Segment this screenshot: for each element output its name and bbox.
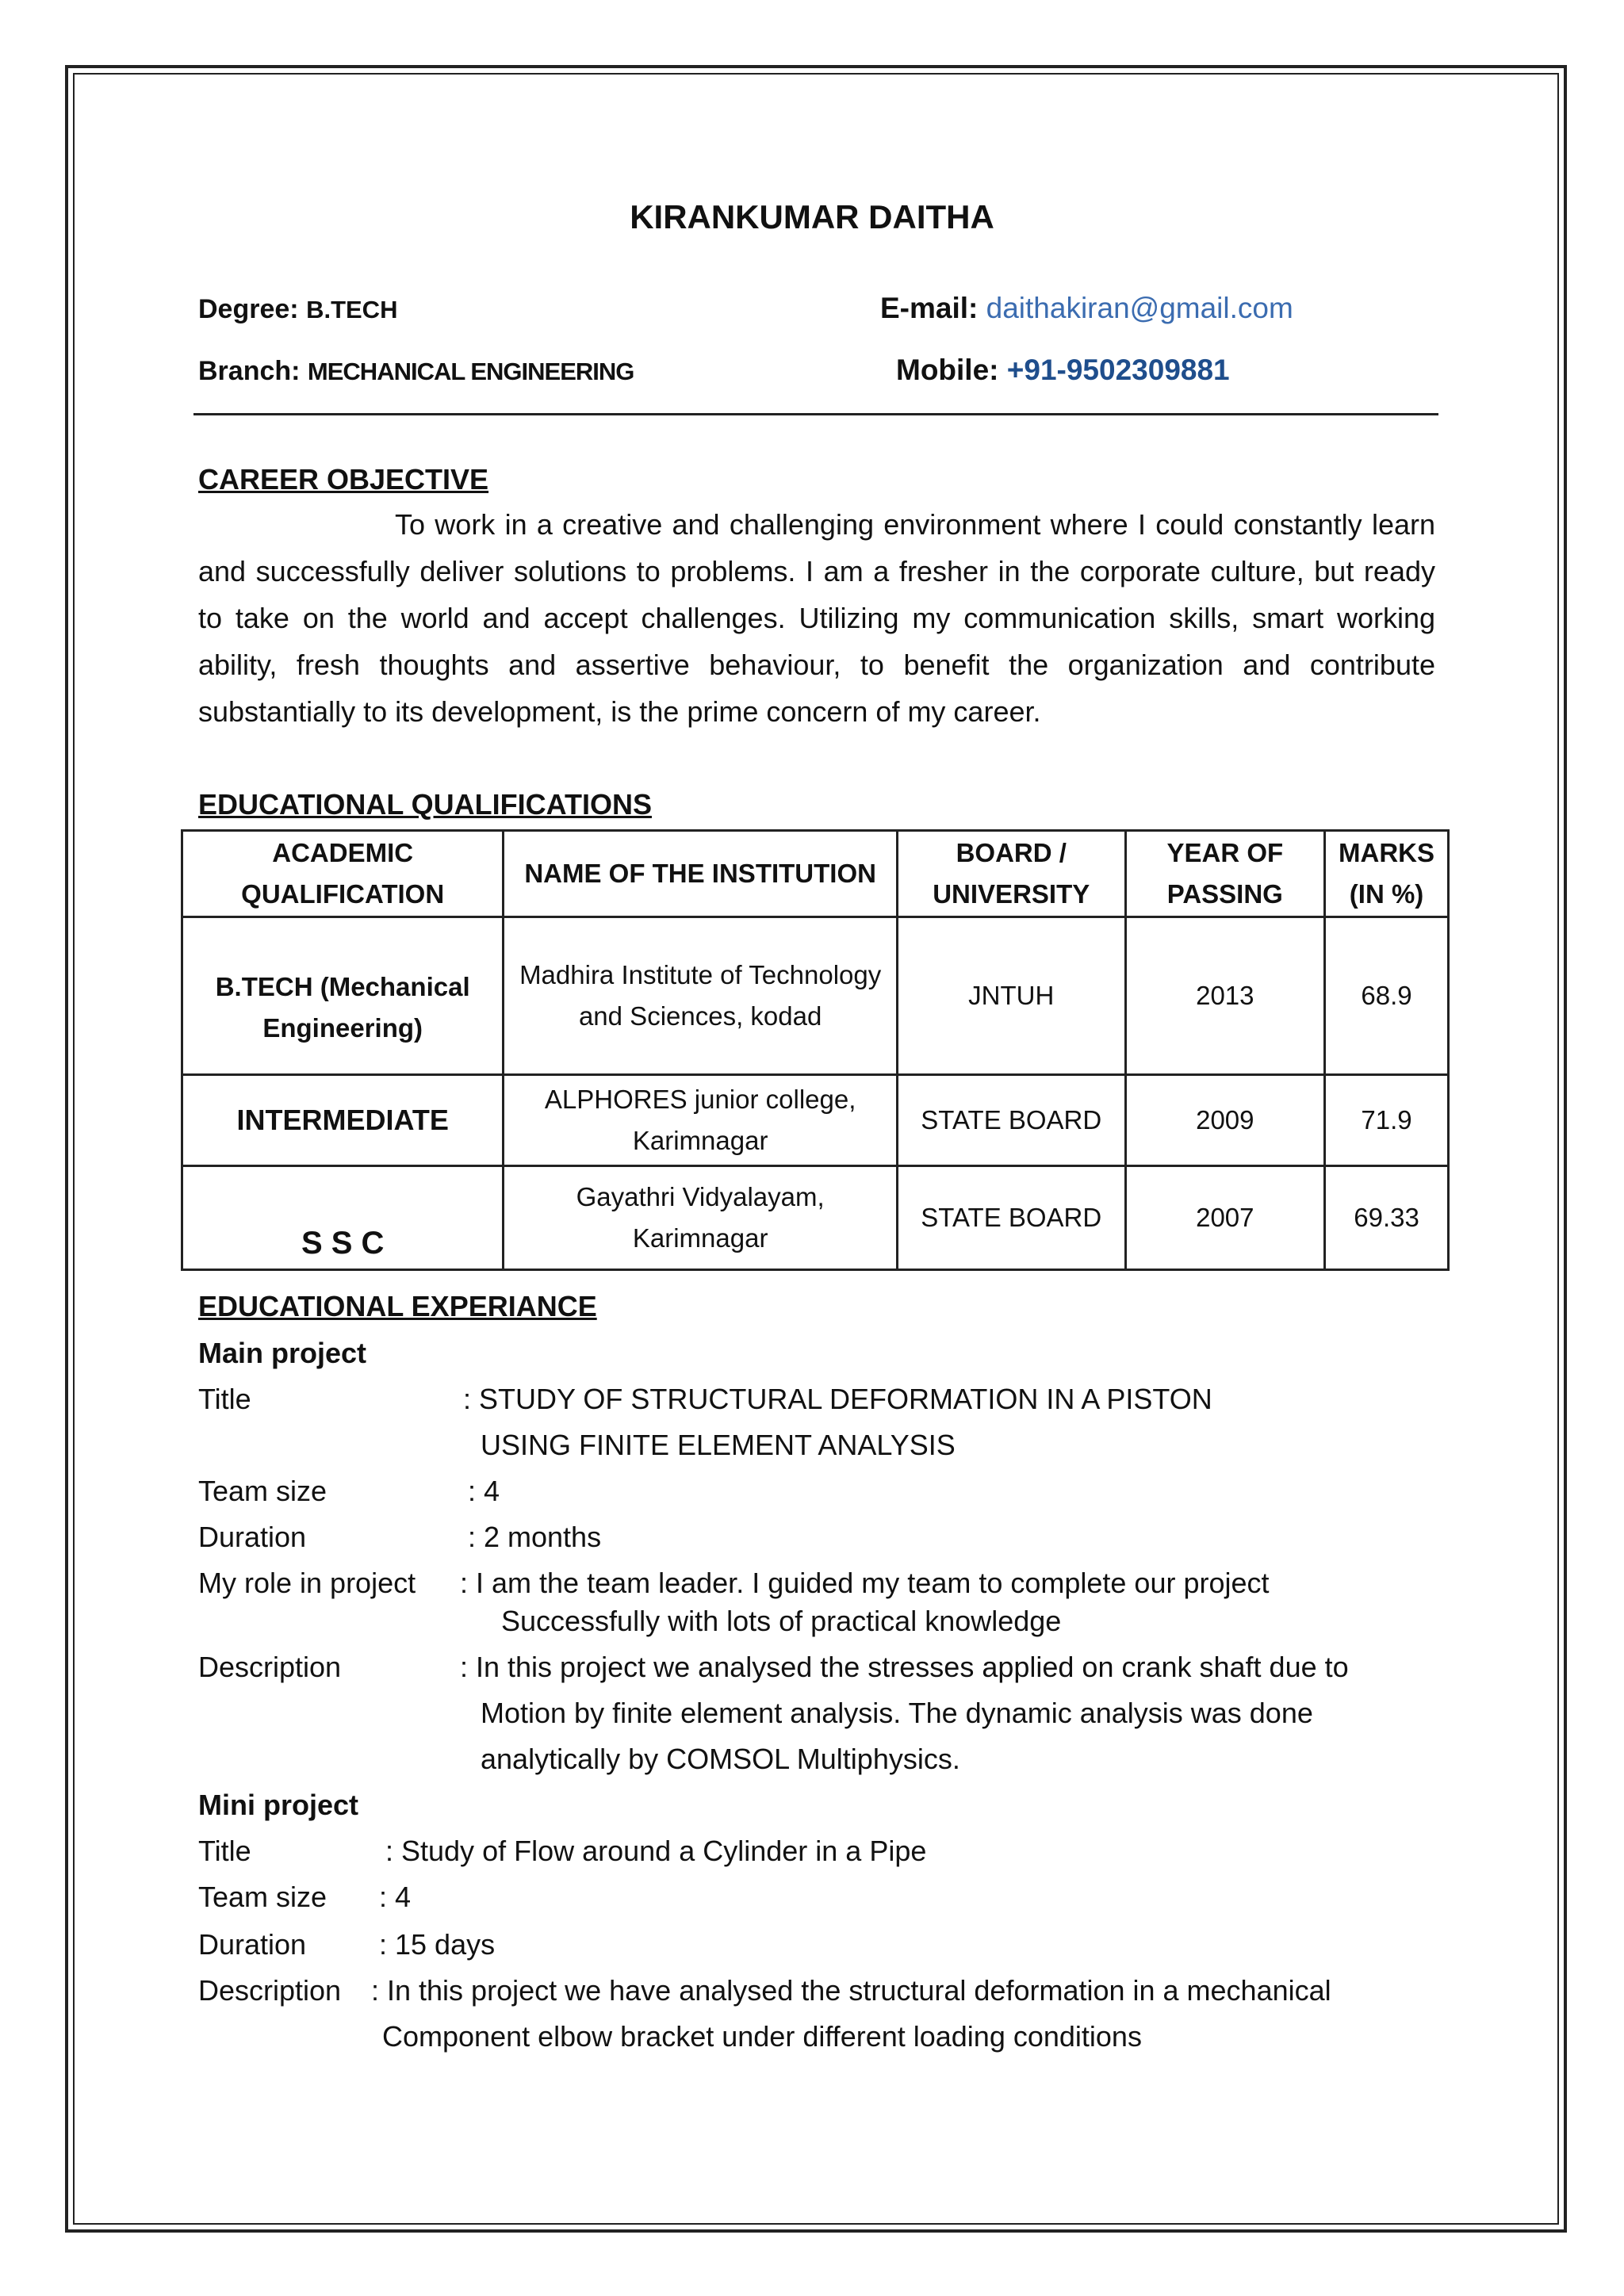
main-description-value-cont: Motion by finite element analysis. The dynamic analysis was done [481, 1697, 1313, 1729]
branch-line [198, 356, 634, 387]
main-description-label: Description [198, 1651, 342, 1683]
degree-label: Degree: [198, 294, 299, 324]
career-objective-paragraph: To work in a creative and challenging environment where I could constantly learn and successfully deliver solutions to problems. I am a fresher in the corporate culture, but ready to take on the world and accept challenges. Utilizing my communication skills, smart working ability, fresh thoughts and assertive behaviour, to benefit the organization and contribute substantially to its development, is the prime concern of my career. [198, 508, 1435, 728]
main-title-value-cont: USING FINITE ELEMENT ANALYSIS [481, 1429, 956, 1461]
main-duration-label: Duration [198, 1521, 307, 1553]
mobile-line [896, 354, 1230, 387]
mini-description-value-cont: Component elbow bracket under different loading conditions [382, 2020, 1142, 2053]
year-cell: 2013 [1125, 917, 1325, 1075]
mini-duration-label: Duration [198, 1928, 307, 1961]
main-role-value-cont: Successfully with lots of practical knowledge [501, 1605, 1062, 1637]
mini-description-label: Description [198, 1974, 342, 2007]
email-link[interactable]: daithakiran@gmail.com [986, 292, 1293, 324]
mini-project-heading: Mini project [198, 1789, 359, 1821]
year-cell: 2009 [1125, 1075, 1325, 1166]
mobile-label: Mobile: [896, 354, 999, 386]
board-cell: STATE BOARD [897, 1166, 1125, 1270]
degree-line [198, 294, 397, 325]
mini-duration-value: : 15 days [379, 1928, 496, 1961]
education-heading: EDUCATIONAL QUALIFICATIONS [198, 788, 652, 821]
main-team-label: Team size [198, 1475, 327, 1507]
mini-title-label: Title [198, 1835, 251, 1867]
column-header: YEAR OF PASSING [1125, 831, 1325, 917]
career-objective-text [198, 501, 1435, 735]
institution-cell: Gayathri Vidyalayam, Karimnagar [504, 1166, 898, 1270]
main-description-value: : In this project we analysed the stresses applied on crank shaft due to [460, 1651, 1349, 1683]
table-header-row [182, 831, 1449, 917]
column-header: NAME OF THE INSTITUTION [504, 831, 898, 917]
career-objective-heading: CAREER OBJECTIVE [198, 463, 489, 496]
column-header: BOARD / UNIVERSITY [897, 831, 1125, 917]
qualification-cell: INTERMEDIATE [182, 1075, 504, 1166]
board-cell: JNTUH [897, 917, 1125, 1075]
main-duration-value: : 2 months [468, 1521, 602, 1553]
column-header: ACADEMIC QUALIFICATION [182, 831, 504, 917]
education-table [181, 829, 1450, 1271]
main-title-label: Title [198, 1383, 251, 1415]
email-label: E-mail: [880, 292, 979, 324]
marks-cell: 69.33 [1325, 1166, 1449, 1270]
board-cell: STATE BOARD [897, 1075, 1125, 1166]
mini-team-label: Team size [198, 1881, 327, 1913]
table-row [182, 1075, 1449, 1166]
column-header: MARKS (IN %) [1325, 831, 1449, 917]
mini-description-value: : In this project we have analysed the structural deformation in a mechanical [371, 1974, 1331, 2007]
experience-heading: EDUCATIONAL EXPERIANCE [198, 1290, 597, 1322]
email-line [880, 292, 1293, 325]
institution-cell: ALPHORES junior college, Karimnagar [504, 1075, 898, 1166]
table-row [182, 1166, 1449, 1270]
main-title-value: : STUDY OF STRUCTURAL DEFORMATION IN A PISTON [463, 1383, 1212, 1415]
year-cell: 2007 [1125, 1166, 1325, 1270]
qualification-cell: S S C [182, 1166, 504, 1270]
table-row [182, 917, 1449, 1075]
candidate-name: KIRANKUMAR DAITHA [630, 198, 994, 235]
main-project-heading: Main project [198, 1337, 367, 1369]
mini-title-value: : Study of Flow around a Cylinder in a Pipe [385, 1835, 927, 1867]
degree-value: B.TECH [306, 296, 398, 323]
mini-team-value: : 4 [379, 1881, 412, 1913]
marks-cell: 71.9 [1325, 1075, 1449, 1166]
qualification-cell: B.TECH (Mechanical Engineering) [182, 917, 504, 1075]
marks-cell: 68.9 [1325, 917, 1449, 1075]
main-team-value: : 4 [468, 1475, 500, 1507]
branch-label: Branch: [198, 356, 301, 386]
main-role-value: : I am the team leader. I guided my team to complete our project [460, 1567, 1270, 1599]
main-description-value-cont: analytically by COMSOL Multiphysics. [481, 1743, 960, 1775]
institution-cell: Madhira Institute of Technology and Sciences, kodad [504, 917, 898, 1075]
branch-value: MECHANICAL ENGINEERING [307, 358, 634, 385]
main-role-label: My role in project [198, 1567, 416, 1599]
mobile-value: +91-9502309881 [1006, 354, 1230, 386]
header-divider [193, 413, 1438, 415]
